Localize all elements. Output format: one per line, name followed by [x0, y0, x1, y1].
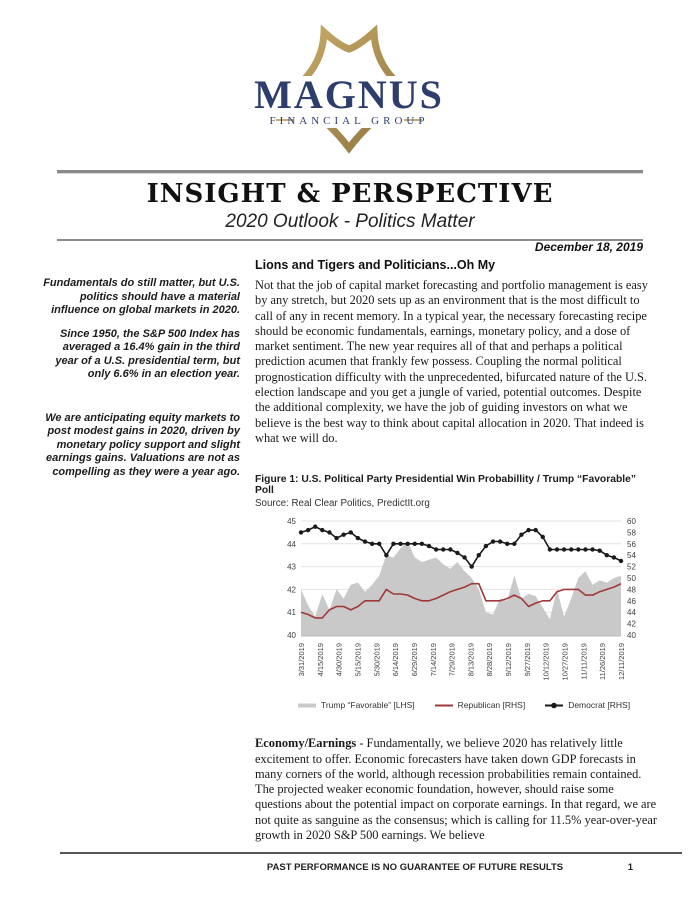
- paragraph-body: Fundamentally, we believe 2020 has relatively little excitement to offer. Economic forecasters have taken down GDP forecasts in many corners of the world, although recession probabilities remain contained. The projected weaker economic foundation, however, should raise some questions about the potential impact on corporate earnings. In that regard, we are not quite as sanguine as the consensus; which is calling for 11.5% year-over-year growth in 2020 S&P 500 earnings. We believe: [255, 736, 657, 843]
- x-axis-tick-date: 7/14/2019: [428, 643, 438, 677]
- data-point-marker: [469, 565, 473, 569]
- x-axis-tick-date: 5/30/2019: [372, 643, 382, 677]
- data-point-marker: [434, 548, 438, 552]
- figure-source: Source: Real Clear Politics, PredictIt.org: [255, 498, 430, 510]
- paragraph-lead: Economy/Earnings: [255, 736, 357, 751]
- data-point-marker: [377, 542, 381, 546]
- figure-1-block: [255, 474, 657, 710]
- x-axis-tick-date: 11/26/2019: [598, 643, 608, 681]
- x-axis-tick-date: 6/14/2019: [391, 643, 401, 677]
- paragraph-separator: -: [356, 736, 367, 751]
- x-axis-tick-date: 10/27/2019: [560, 643, 570, 681]
- masthead: [57, 170, 643, 241]
- right-axis-tick: 40: [627, 631, 636, 641]
- right-axis-tick: 42: [627, 619, 636, 629]
- data-point-marker: [455, 551, 459, 555]
- newsletter-title: INSIGHT & PERSPECTIVE: [146, 179, 554, 209]
- data-point-marker: [541, 535, 545, 539]
- data-point-marker: [448, 548, 452, 552]
- right-axis-tick: 60: [627, 517, 636, 527]
- data-point-marker: [491, 540, 495, 544]
- section-heading: Lions and Tigers and Politicians...Oh My: [255, 258, 496, 272]
- data-point-marker: [341, 533, 345, 537]
- x-axis-tick-date: 8/13/2019: [466, 643, 476, 677]
- issue-date: December 18, 2019: [534, 240, 643, 254]
- callout-2020-outlook: We are anticipating equity markets to post modest gains in 2020, driven by monetary policy support and slight earnings gains. Valuations are not as compelling as they were a year ago.: [45, 411, 240, 478]
- data-point-marker: [562, 548, 566, 552]
- right-axis-tick: 54: [627, 551, 636, 561]
- legend-item: [298, 700, 415, 710]
- x-axis-tick-date: 10/12/2019: [541, 643, 551, 681]
- x-axis-tick-date: 11/11/2019: [579, 643, 589, 680]
- figure-caption: Figure 1: U.S. Political Party Presidential Win Probabillity / Trump “Favorable” Poll: [255, 474, 636, 497]
- data-point-marker: [583, 548, 587, 552]
- legend-item: [545, 700, 630, 710]
- data-point-marker: [498, 540, 502, 544]
- data-point-marker: [477, 553, 481, 557]
- left-axis-tick: 45: [287, 517, 296, 527]
- x-axis-tick-date: 7/29/2019: [447, 643, 457, 677]
- footer-rule: [60, 852, 682, 854]
- x-axis-tick-date: 5/15/2019: [353, 643, 363, 677]
- x-axis-tick-date: 6/29/2019: [409, 643, 419, 677]
- data-point-marker: [519, 533, 523, 537]
- data-point-marker: [441, 548, 445, 552]
- legend-swatch-icon: [545, 701, 563, 710]
- left-axis-tick: 40: [287, 631, 296, 641]
- x-axis-tick-date: 9/27/2019: [522, 643, 532, 677]
- data-point-marker: [363, 540, 367, 544]
- data-point-marker: [334, 536, 338, 540]
- masthead-top-rule: [57, 170, 643, 174]
- data-point-marker: [306, 528, 310, 532]
- callout-fundamentals: Fundamentals do still matter, but U.S. politics should have a material influence on global markets in 2020.: [43, 277, 240, 316]
- left-axis-tick: 41: [287, 608, 296, 618]
- data-point-marker: [398, 542, 402, 546]
- data-point-marker: [391, 542, 395, 546]
- data-point-marker: [299, 530, 303, 534]
- legend-label: Democrat [RHS]: [568, 700, 631, 711]
- data-point-marker: [605, 553, 609, 557]
- magnus-logo: [0, 14, 698, 169]
- data-point-marker: [548, 548, 552, 552]
- right-axis-tick: 56: [627, 540, 636, 550]
- chart-legend: [271, 700, 657, 710]
- data-point-marker: [597, 549, 601, 553]
- data-point-marker: [313, 525, 317, 529]
- data-point-marker: [505, 542, 509, 546]
- data-point-marker: [612, 556, 616, 560]
- right-axis-tick: 52: [627, 562, 636, 572]
- data-point-marker: [619, 559, 623, 563]
- left-axis-tick: 43: [287, 562, 296, 572]
- left-axis-tick: 42: [287, 585, 296, 595]
- intro-paragraph: Not that the job of capital market forecasting and portfolio management is easy by any stretch, but 2020 sets up as an environment that is the most difficult to call of any in recent memory. In a typical year, the necessary forecasting recipe should be economic fundamentals, earnings, monetary policy, and a dose of market sentiment. The new year requires all of that and perhaps a political prediction acumen that frankly few possess. Coupling the normal political prognostication difficulty with the unprecedented, bifurcated nature of the U.S. election landscape and you get a jungle of varied, potential outcomes. Despite the additional complexity, we have the job of guiding investors on what we believe is the best way to think about capital allocation in 2020. That indeed is what we will do.: [255, 278, 648, 445]
- data-point-marker: [526, 528, 530, 532]
- data-point-marker: [484, 544, 488, 548]
- data-point-marker: [327, 530, 331, 534]
- legend-swatch-icon: [435, 701, 453, 710]
- x-axis-tick-date: 3/31/2019: [297, 643, 306, 677]
- x-axis-tick-date: 12/11/2019: [617, 643, 626, 681]
- logo-wordmark: MAGNUS: [254, 72, 444, 117]
- poll-chart-svg: [271, 513, 657, 693]
- right-axis-tick: 44: [627, 608, 636, 618]
- data-point-marker: [356, 536, 360, 540]
- callout-sp500-history: Since 1950, the S&P 500 Index has averaged a 16.4% gain in the third year of a U.S. presidential term, but only 6.6% in an election year.: [55, 327, 240, 380]
- sidebar-callouts: [40, 277, 240, 489]
- x-axis-tick-date: 9/12/2019: [504, 643, 514, 677]
- right-axis-tick: 46: [627, 597, 636, 607]
- data-point-marker: [405, 542, 409, 546]
- data-point-marker: [533, 528, 537, 532]
- page-number: 1: [627, 862, 633, 873]
- data-point-marker: [512, 542, 516, 546]
- legend-label: Trump “Favorable” [LHS]: [320, 700, 415, 711]
- left-axis-tick: 44: [287, 540, 296, 550]
- data-point-marker: [590, 548, 594, 552]
- data-point-marker: [427, 544, 431, 548]
- legend-item: [435, 700, 526, 710]
- right-axis-tick: 50: [627, 574, 636, 584]
- x-axis-tick-date: 8/28/2019: [485, 643, 495, 677]
- data-point-marker: [569, 548, 573, 552]
- figure-1-chart: [271, 513, 657, 710]
- data-point-marker: [420, 542, 424, 546]
- shield-logo-icon: [224, 14, 474, 164]
- footer-disclaimer: PAST PERFORMANCE IS NO GUARANTEE OF FUTURE RESULTS: [266, 862, 564, 873]
- data-point-marker: [462, 556, 466, 560]
- main-column: [255, 258, 657, 843]
- data-point-marker: [370, 542, 374, 546]
- x-axis-tick-date: 4/30/2019: [334, 643, 344, 677]
- data-point-marker: [349, 530, 353, 534]
- legend-swatch-icon: [298, 701, 316, 710]
- economy-earnings-paragraph: [255, 736, 657, 843]
- data-point-marker: [576, 548, 580, 552]
- logo-tagline: FINANCIAL GROUP: [269, 115, 429, 127]
- data-point-marker: [384, 553, 388, 557]
- legend-label: Republican [RHS]: [457, 700, 526, 711]
- right-axis-tick: 48: [627, 585, 636, 595]
- data-point-marker: [320, 528, 324, 532]
- data-point-marker: [413, 542, 417, 546]
- data-point-marker: [555, 548, 559, 552]
- x-axis-tick-date: 4/15/2019: [315, 643, 325, 677]
- right-axis-tick: 58: [627, 528, 636, 538]
- newsletter-subtitle: 2020 Outlook - Politics Matter: [225, 210, 475, 232]
